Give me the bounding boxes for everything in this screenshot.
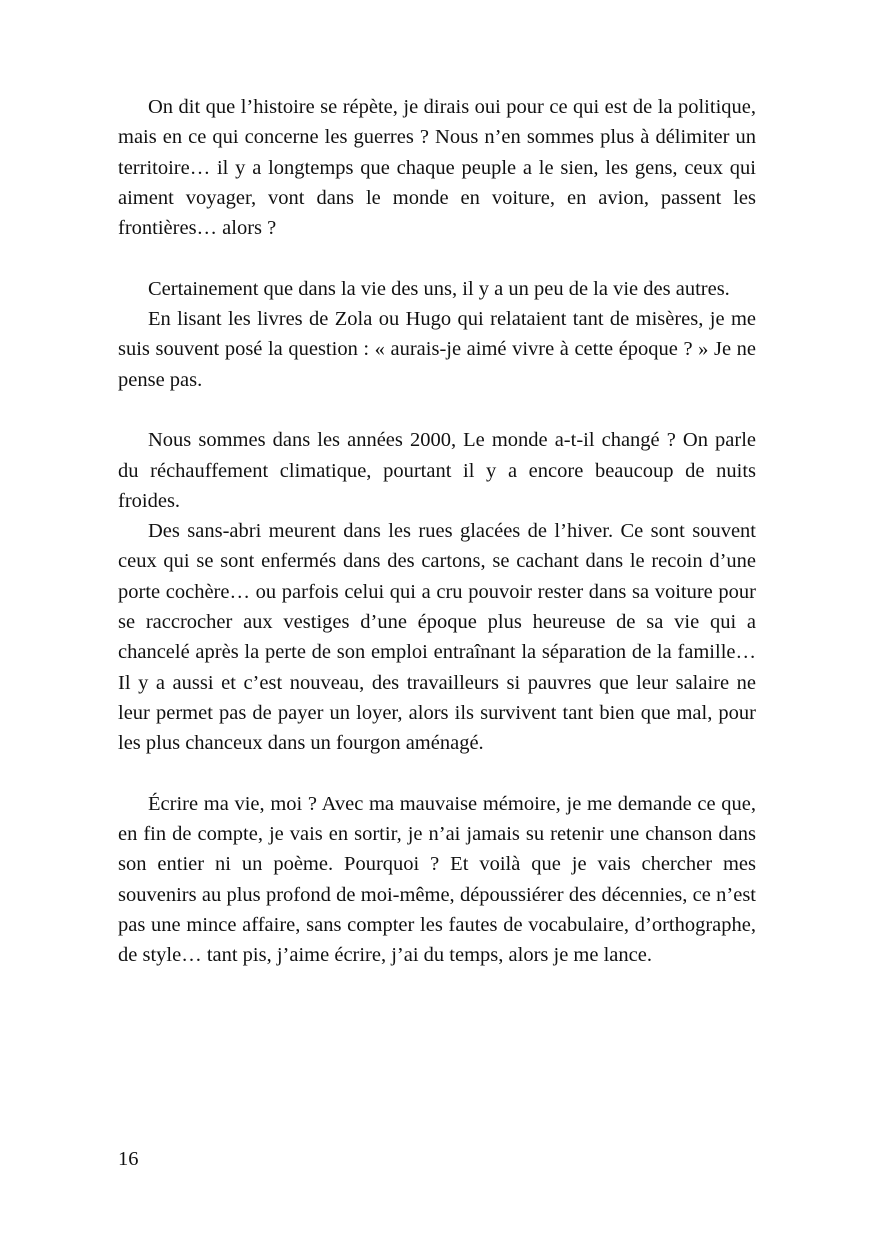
paragraph-1: On dit que l’histoire se répète, je dirais oui pour ce qui est de la politique, mais en ce qui concerne les guerres ? Nous n’en sommes plus à délimiter un territoire… il y a longtemps que chaque peuple a le sien, les gens, ceux qui aiment voyager, vont dans le monde en voiture, en avion, passent les frontières… alors ?	[118, 96, 756, 240]
paragraph-5: Des sans-abri meurent dans les rues glacées de l’hiver. Ce sont souvent ceux qui se sont enfermés dans des cartons, se cachant dans le recoin d’une porte cochère… ou parfois celui qui a cru pouvoir rester dans sa voiture pour se raccrocher aux vestiges d’une époque plus heureuse de sa vie qui a chancelé après la perte de son emploi entraînant la séparation de la famille… Il y a aussi et c’est nouveau, des travailleurs si pauvres que leur salaire ne leur permet pas de payer un loyer, alors ils survivent tant bien que mal, pour les plus chanceux dans un fourgon aménagé.	[118, 520, 756, 755]
paragraph-2: Certainement que dans la vie des uns, il y a un peu de la vie des autres.	[148, 277, 730, 300]
paragraph-4: Nous sommes dans les années 2000, Le monde a-t-il changé ? On parle du réchauffement climatique, pourtant il y a encore beaucoup de nuits froides.	[118, 429, 756, 512]
paragraph-6: Écrire ma vie, moi ? Avec ma mauvaise mémoire, je me demande ce que, en fin de compte, je vais en sortir, je n’ai jamais su retenir une chanson dans son entier ni un poème. Pourquoi ? Et voilà que je vais chercher mes souvenirs au plus profond de moi-même, dépoussiérer des décennies, ce n’est pas une mince affaire, sans compter les fautes de vocabulaire, d’orthographe, de style… tant pis, j’aime écrire, j’ai du temps, alors je me lance.	[118, 792, 756, 967]
paragraph-3: En lisant les livres de Zola ou Hugo qui relataient tant de misères, je me suis souvent posé la question : « aurais-je aimé vivre à cette époque ? » Je ne pense pas.	[118, 308, 756, 391]
body-text	[118, 92, 756, 971]
page-number: 16	[118, 1148, 139, 1170]
